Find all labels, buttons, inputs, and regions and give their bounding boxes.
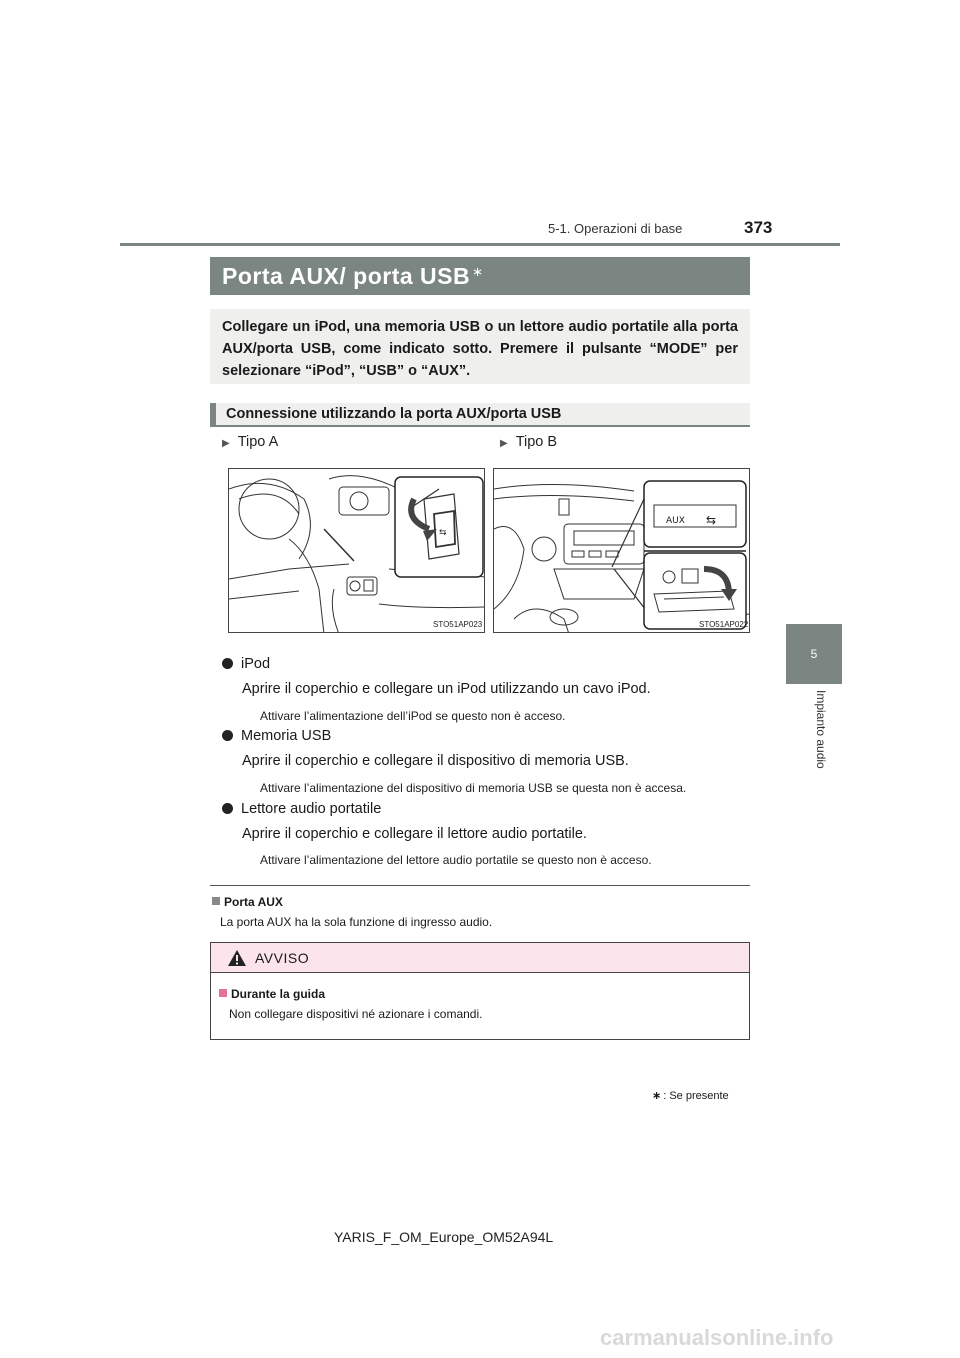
chapter-number: 5 — [810, 647, 818, 661]
figure-type-b — [493, 468, 750, 633]
separator-rule — [210, 885, 750, 886]
document-id: YARIS_F_OM_Europe_OM52A94L — [334, 1229, 554, 1245]
dashboard-illustration-b — [494, 469, 750, 633]
square-bullet-icon — [219, 989, 227, 997]
item-description: Aprire il coperchio e collegare il lettore audio portatile. — [242, 826, 587, 842]
warning-subtitle-text: Durante la guida — [231, 987, 326, 1001]
aux-note-heading — [212, 895, 283, 909]
warning-label: AVVISO — [255, 949, 310, 966]
item-title: Lettore audio portatile — [241, 801, 382, 817]
page-title-text: Porta AUX/ porta USB — [222, 262, 471, 289]
item-note: Attivare l’alimentazione dell’iPod se questo non è acceso. — [260, 709, 566, 723]
page-title — [210, 257, 750, 295]
footnote-mark: ∗ — [652, 1090, 662, 1102]
chapter-tab — [786, 624, 842, 684]
item-note: Attivare l’alimentazione del dispositivo di memoria USB se questa non è accesa. — [260, 781, 687, 795]
figure-code-a: STO51AP023 — [433, 620, 483, 629]
warning-subtitle — [219, 987, 325, 1001]
warning-text: Non collegare dispositivi né azionare i comandi. — [229, 1007, 483, 1021]
chapter-title: Impianto audio — [814, 690, 828, 769]
item-description: Aprire il coperchio e collegare un iPod utilizzando un cavo iPod. — [242, 681, 651, 697]
figure-type-a — [228, 468, 485, 633]
optional-mark: ∗ — [472, 264, 484, 279]
type-b-label-text: Tipo B — [515, 434, 558, 450]
aux-label-in-figure: AUX — [666, 516, 685, 526]
warning-triangle-icon — [227, 949, 247, 967]
aux-note-title: Porta AUX — [224, 895, 283, 909]
aux-note-text: La porta AUX ha la sola funzione di ingresso audio. — [220, 915, 493, 929]
item-ipod — [222, 656, 270, 672]
usb-symbol-icon: ⇆ — [706, 513, 717, 527]
section-label: 5-1. Operazioni di base — [548, 221, 683, 236]
type-b-label — [500, 434, 557, 450]
warning-header — [211, 943, 749, 973]
triangle-icon: ▶ — [222, 438, 230, 449]
item-description: Aprire il coperchio e collegare il dispositivo di memoria USB. — [242, 753, 629, 769]
header-rule — [120, 243, 840, 246]
bullet-icon — [222, 658, 233, 669]
figure-code-b: STO51AP022 — [699, 620, 749, 629]
item-usb-memory — [222, 728, 331, 744]
square-bullet-icon — [212, 897, 220, 905]
svg-text:⇆: ⇆ — [439, 528, 447, 538]
page-number: 373 — [744, 218, 773, 237]
item-title: iPod — [241, 656, 271, 672]
triangle-icon: ▶ — [500, 438, 508, 449]
type-a-label-text: Tipo A — [237, 434, 279, 450]
intro-panel: Collegare un iPod, una memoria USB o un lettore audio portatile alla porta AUX/porta USB, come indicato sotto. Premere il pulsante “MODE” per selezionare “iPod”, “USB” o “AUX”. — [210, 309, 750, 384]
bullet-icon — [222, 730, 233, 741]
item-portable-player — [222, 801, 381, 817]
warning-box — [210, 942, 750, 1040]
bullet-icon — [222, 803, 233, 814]
footnote-text: : Se presente — [663, 1090, 729, 1102]
footnote — [652, 1089, 729, 1102]
subsection-heading: Connessione utilizzando la porta AUX/porta USB — [210, 403, 750, 427]
dashboard-illustration-a — [229, 469, 485, 633]
type-a-label — [222, 434, 278, 450]
watermark: carmanualsonline.info — [600, 1325, 834, 1350]
item-title: Memoria USB — [241, 728, 332, 744]
item-note: Attivare l’alimentazione del lettore audio portatile se questo non è acceso. — [260, 853, 652, 867]
